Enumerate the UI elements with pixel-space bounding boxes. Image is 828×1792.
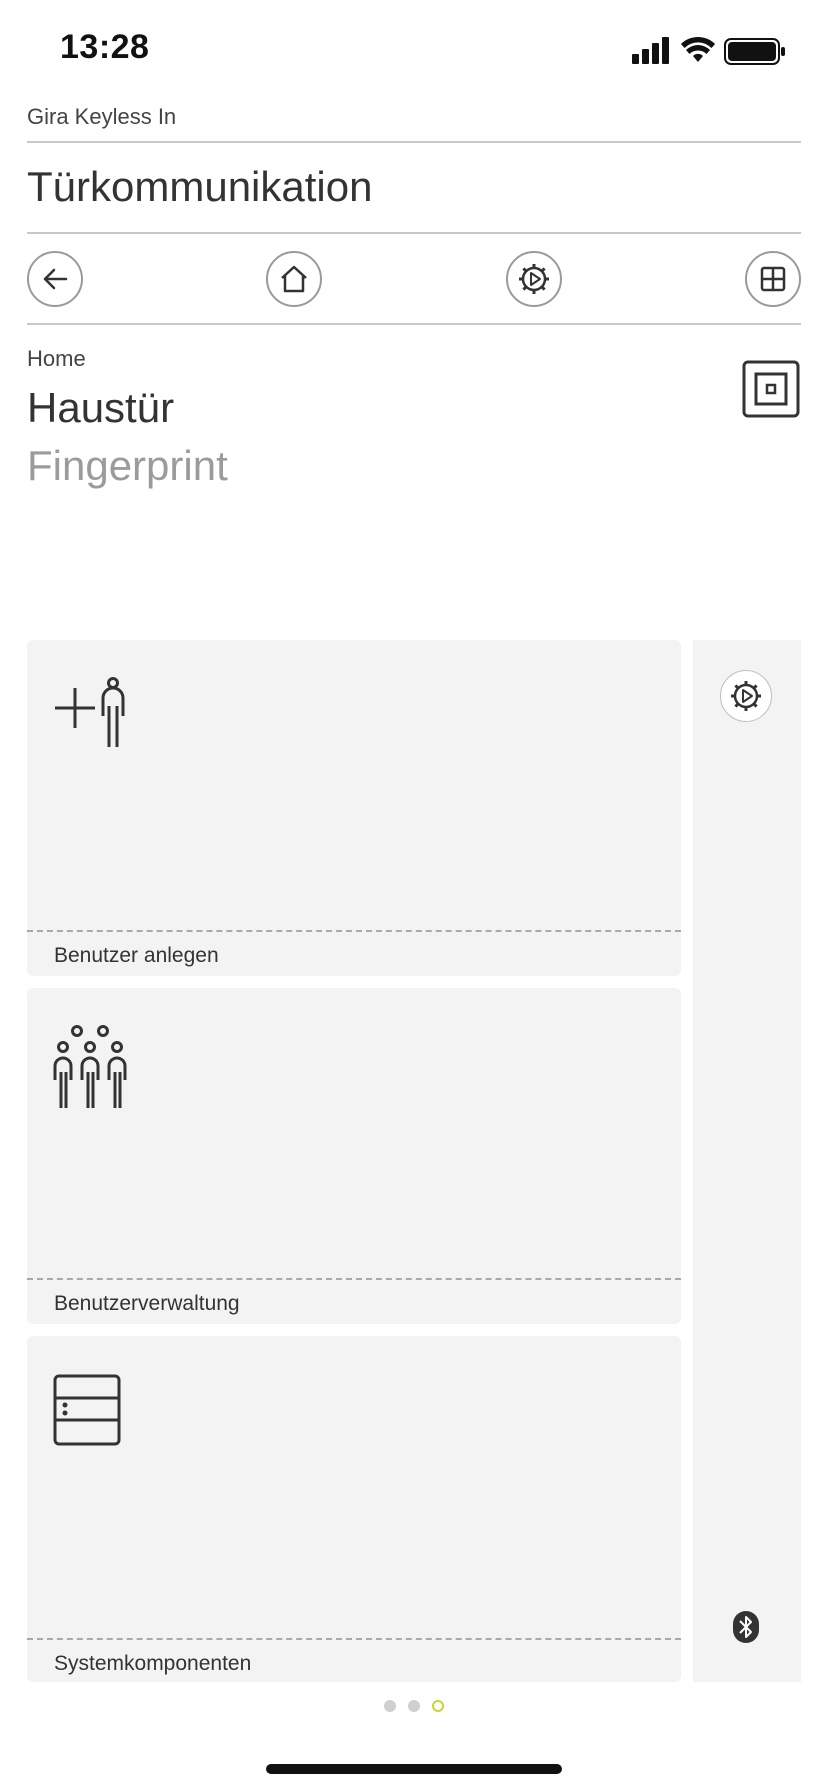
tile-divider [27, 930, 681, 932]
tile-label: Benutzer anlegen [54, 944, 219, 967]
page-indicator-dot[interactable] [384, 1700, 396, 1712]
page-indicator-dot-active[interactable] [432, 1700, 444, 1712]
status-icons [632, 34, 792, 66]
divider [27, 141, 801, 143]
tile-label: Benutzerverwaltung [54, 1292, 240, 1315]
tile-user-management[interactable] [27, 988, 681, 1324]
add-user-icon [51, 676, 131, 750]
tile-add-user[interactable] [27, 640, 681, 976]
page-title: Türkommunikation [27, 163, 373, 210]
device-frame-icon [742, 360, 800, 418]
device-settings-button[interactable] [720, 670, 772, 722]
system-components-icon [51, 1372, 123, 1446]
back-arrow-icon [40, 264, 70, 294]
grid-view-button[interactable] [745, 251, 801, 307]
device-view-button[interactable] [742, 360, 800, 418]
room-name: Haustür [27, 384, 175, 431]
tile-divider [27, 1638, 681, 1640]
grid-icon [758, 264, 788, 294]
settings-play-icon [517, 262, 551, 296]
divider [27, 323, 801, 325]
back-button[interactable] [27, 251, 83, 307]
settings-play-icon [729, 679, 763, 713]
breadcrumb: Home [27, 346, 86, 371]
tile-system-components[interactable] [27, 1336, 681, 1682]
home-button[interactable] [266, 251, 322, 307]
app-name: Gira Keyless In [27, 104, 177, 129]
settings-button[interactable] [506, 251, 562, 307]
home-indicator[interactable] [266, 1764, 562, 1774]
bluetooth-icon [732, 1610, 760, 1644]
tile-label: Systemkomponenten [54, 1652, 252, 1675]
tile-divider [27, 1278, 681, 1280]
divider [27, 232, 801, 234]
signal-icon [632, 37, 669, 64]
device-name: Fingerprint [27, 442, 228, 489]
user-group-icon [51, 1024, 135, 1110]
side-panel [693, 640, 801, 1682]
bluetooth-status [732, 1610, 760, 1644]
page-indicator-dot[interactable] [408, 1700, 420, 1712]
wifi-icon [681, 37, 715, 62]
battery-icon [725, 39, 785, 64]
status-time: 13:28 [60, 28, 150, 66]
home-icon [278, 263, 310, 295]
